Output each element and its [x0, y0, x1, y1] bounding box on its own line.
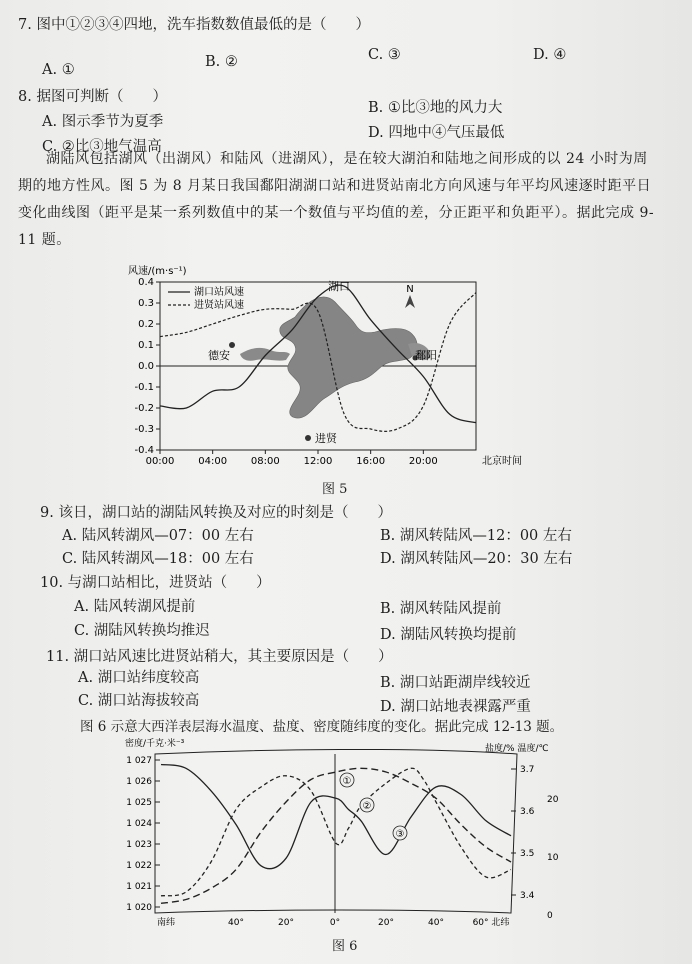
jinxian-marker: [305, 435, 311, 441]
fig6-xtick-label: 南纬: [156, 918, 176, 927]
curve-1-line: [161, 768, 511, 903]
fig6-xtick-label: 0°: [329, 918, 341, 927]
fig5-ytick-label: 0.3: [138, 298, 154, 309]
fig6-xtick-label: 20°: [378, 918, 394, 927]
fig6-temperature-label: 0: [547, 911, 553, 921]
legend-hukou: 湖口站风速: [194, 287, 244, 298]
fig6-left-tick-label: 1 024: [126, 819, 152, 829]
fig5-xtick-label: 20:00: [408, 456, 438, 467]
fig5-ytick-label: 0.1: [138, 340, 154, 351]
q9-stem: 9. 该日，湖口站的湖陆风转换及对应的时刻是（ ）: [40, 505, 392, 521]
fig5-xtick-label: 16:00: [356, 456, 386, 467]
fig6-xtick-label: 20°: [278, 918, 294, 927]
fig6-left-tick-label: 1 022: [126, 861, 152, 871]
map-label-hukou: 湖口: [328, 280, 350, 293]
fig6-left-tick-label: 1 026: [126, 777, 152, 787]
fig5-xtick-label: 04:00: [198, 456, 228, 467]
map-label-jinxian: 进贤: [315, 432, 337, 445]
legend-jinxian: 进贤站风速: [194, 300, 244, 311]
fig5-ytick-label: -0.2: [134, 403, 154, 414]
map-label-poyang: 鄱阳: [415, 349, 437, 362]
q7-option-b[interactable]: B. ②: [205, 54, 238, 70]
fig5-xtick-label: 08:00: [250, 456, 280, 467]
q10-option-c[interactable]: C. 湖陆风转换均推迟: [74, 623, 210, 639]
curve-1-label: ①: [342, 776, 352, 787]
figure-6-chart: [115, 737, 575, 927]
fig5-ytick-label: -0.3: [134, 424, 154, 435]
fig6-salinity-label: 3.4: [520, 891, 535, 901]
q11-option-d[interactable]: D. 湖口站地表裸露严重: [380, 699, 531, 715]
fig6-left-tick-label: 1 025: [126, 798, 152, 808]
fig5-xtick-label: 00:00: [145, 456, 175, 467]
curve-3-line: [161, 765, 511, 869]
q10-option-d[interactable]: D. 湖陆风转换均提前: [380, 627, 517, 643]
fig5-ylabel: 风速/(m·s⁻¹): [128, 266, 187, 277]
fig6-xtick-label: 40°: [428, 918, 444, 927]
q11-stem: 11. 湖口站风速比进贤站稍大，其主要原因是（ ）: [46, 649, 393, 665]
fig6-left-tick-label: 1 027: [126, 756, 152, 766]
fig6-temperature-label: 20: [547, 795, 559, 805]
q9-option-b[interactable]: B. 湖风转陆风—12：00 左右: [380, 528, 572, 544]
map-label-dean: 德安: [208, 349, 230, 362]
curve-3-label: ③: [395, 829, 405, 840]
fig6-left-tick-label: 1 021: [126, 882, 152, 892]
q8-option-c[interactable]: C. ②比③地气温高: [42, 139, 162, 155]
q8-stem: 8. 据图可判断（ ）: [18, 89, 167, 105]
q11-option-a[interactable]: A. 湖口站纬度较高: [78, 670, 200, 686]
q8-option-a[interactable]: A. 图示季节为夏季: [42, 114, 164, 130]
fig6-xtick-label: 40°: [228, 918, 244, 927]
north-label: N: [406, 284, 414, 295]
fig5-ytick-label: 0.0: [138, 361, 154, 372]
figure-5-caption: 图 5: [322, 482, 348, 497]
fig6-temperature-label: 10: [547, 853, 559, 863]
poyang-lake-map: [280, 297, 417, 418]
fig6-salinity-label: 3.5: [520, 849, 535, 859]
q10-stem: 10. 与湖口站相比，进贤站（ ）: [40, 575, 271, 591]
q7-option-d[interactable]: D. ④: [533, 47, 567, 63]
q10-option-a[interactable]: A. 陆风转湖风提前: [74, 599, 196, 615]
fig6-left-tick-label: 1 023: [126, 840, 152, 850]
q7-option-a[interactable]: A. ①: [42, 62, 75, 78]
q8-option-b[interactable]: B. ①比③地的风力大: [368, 100, 503, 116]
q9-option-c[interactable]: C. 陆风转湖风—18：00 左右: [62, 551, 254, 567]
fig5-ytick-label: 0.2: [138, 319, 154, 330]
curve-2-label: ②: [362, 801, 372, 812]
north-arrow-icon: [405, 295, 415, 308]
curve-2-line: [161, 768, 511, 896]
lake-western-arm: [240, 348, 290, 361]
fig6-salinity-label: 3.6: [520, 807, 535, 817]
q9-option-d[interactable]: D. 湖风转陆风—20：30 左右: [380, 551, 573, 567]
figure-6-caption: 图 6: [332, 939, 358, 954]
fig6-ylabel-left: 密度/千克·米⁻³: [125, 739, 185, 749]
fig6-ylabel-right: 盐度/% 温度/℃: [485, 744, 549, 754]
q10-option-b[interactable]: B. 湖风转陆风提前: [380, 601, 502, 617]
fig5-ytick-label: -0.4: [134, 445, 154, 456]
fig6-salinity-label: 3.7: [520, 765, 535, 775]
fig6-xtick-label: 60° 北纬: [472, 918, 510, 927]
q11-option-c[interactable]: C. 湖口站海拔较高: [78, 693, 200, 709]
fig5-ytick-label: 0.4: [138, 277, 154, 288]
intro-9-11: 湖陆风包括湖风（出湖风）和陆风（进湖风），是在较大湖泊和陆地之间形成的以 24 小时为周期的地方性风。图 5 为 8 月某日我国鄱阳湖湖口站和进贤站南北方向风速与年平均风速逐时距平日变化曲线图（距平是某一系列数值中的某一个数值与平均值的差，分正距平和负距平）。据此完成 9-11 题。: [18, 151, 655, 248]
fig6-plot-frame: [155, 749, 517, 913]
q8-option-d[interactable]: D. 四地中④气压最低: [368, 125, 505, 141]
intro-12-13: 图 6 示意大西洋表层海水温度、盐度、密度随纬度的变化。据此完成 12-13 题。: [80, 719, 564, 735]
q9-option-a[interactable]: A. 陆风转湖风—07：00 左右: [62, 528, 254, 544]
fig6-left-tick-label: 1 020: [126, 903, 152, 913]
q11-option-b[interactable]: B. 湖口站距湖岸线较近: [380, 675, 531, 691]
fig5-xtick-label: 12:00: [303, 456, 333, 467]
fig5-ytick-label: -0.1: [134, 382, 154, 393]
q7-option-c[interactable]: C. ③: [368, 47, 401, 63]
q7-stem: 7. 图中①②③④四地，洗车指数数值最低的是（ ）: [18, 17, 370, 33]
dean-marker: [229, 342, 235, 348]
fig5-xlabel: 北京时间: [482, 456, 522, 467]
figure-5-chart: [120, 262, 540, 474]
